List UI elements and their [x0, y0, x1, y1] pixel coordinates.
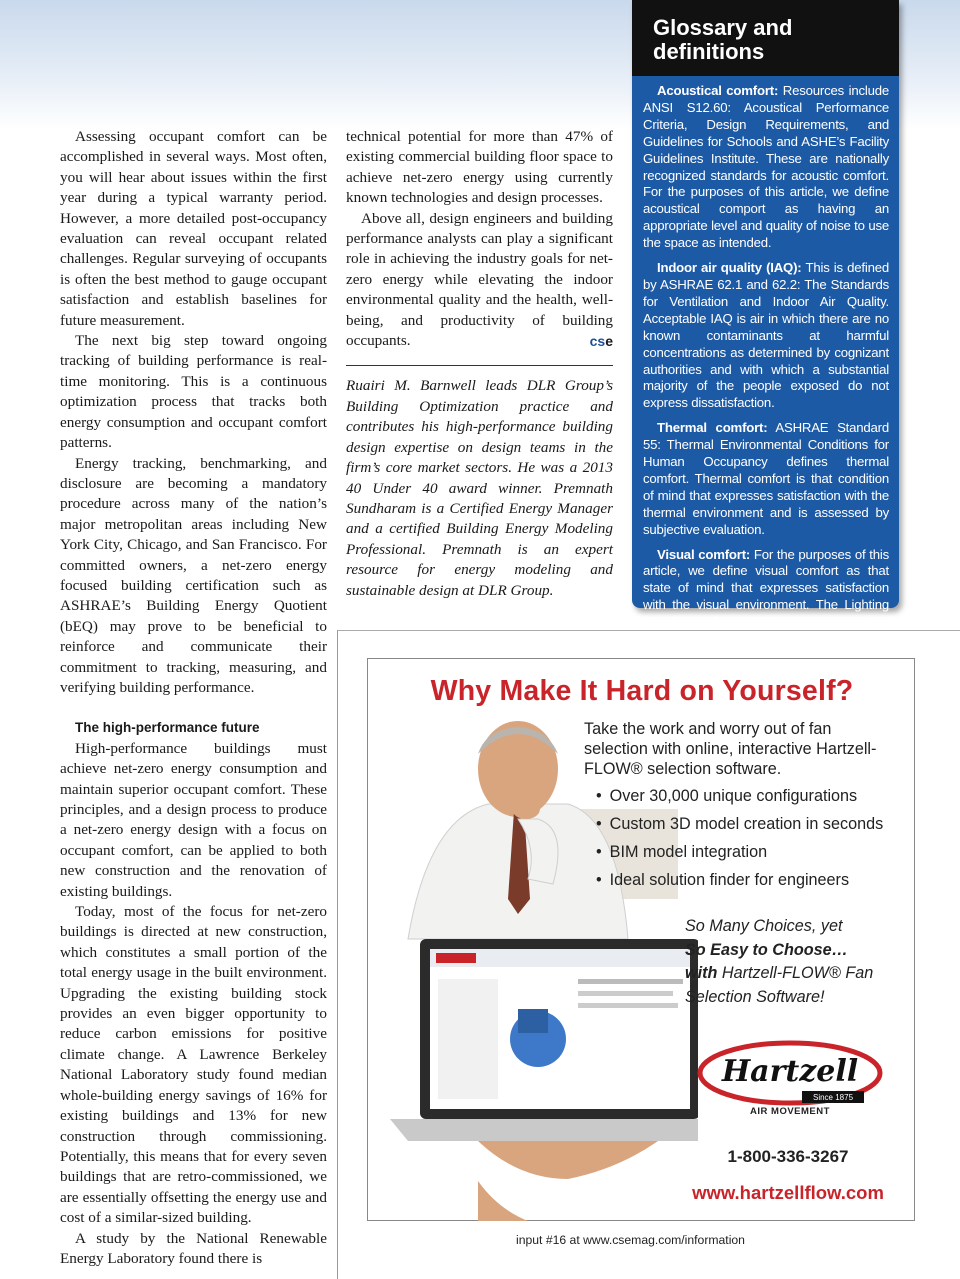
hartzell-advertisement[interactable]	[367, 658, 915, 1221]
ad-tagline-line: with	[685, 964, 718, 982]
column-divider	[337, 630, 338, 1279]
glossary-term: Indoor air quality (IAQ):	[657, 260, 802, 276]
glossary-title	[632, 0, 899, 76]
ad-feature: • Custom 3D model creation in seconds	[596, 815, 906, 843]
ad-phone: 1-800-336-3267	[727, 1147, 849, 1166]
article-paragraph-text: Above all, design engineers and building performance analysts can play a significant role in achieving the industry goals for net-zero energy while elevating the indoor environmental quality and the health, well-being, and productivity of building occupants.	[346, 209, 613, 350]
glossary-term: Acoustical comfort:	[657, 83, 779, 98]
glossary-definition: This is defined by ASHRAE 62.1 and 62.2: The Standards for Ventilation and Indoor Air Quality. Acceptable IAQ is air in which there are no known contaminants at harmful concentrations as determined by cognizant authorities and with which a substantial majority of the people exposed do not express dissatisfaction.	[643, 260, 890, 411]
glossary-title-line: Glossary and	[653, 15, 793, 40]
article-paragraph: Energy tracking, benchmarking, and disclosure are becoming a mandatory procedure across many of the nation’s major metropolitan areas including New York City, Chicago, and San Francisco. For committed owners, a net-zero energy focused building certification such as ASHRAE’s Building Energy Quotient (bEQ) may prove to be beneficial to reinforce and communicate their commitment to tracking, measuring, and verifying building performance.	[60, 454, 327, 696]
bio-divider	[346, 365, 613, 366]
ad-top-divider	[337, 630, 960, 631]
article-paragraph: A study by the National Renewable Energy Laboratory found there is	[60, 1229, 327, 1267]
author-bio: Ruairi M. Barnwell leads DLR Group’s Building Optimization practice and contributes his high-performance building design expertise on design teams in the firm’s core market sectors. He was a 2013 40 Under 40 award winner. Premnath Sundharam is a Certified Energy Manager and a certified Building Energy Modeling Professional. Premnath is an expert resource for energy modeling and sustainable design at DLR Group.	[346, 377, 613, 599]
ad-tagline-line: So Many Choices, yet	[685, 917, 843, 935]
article-column-2	[346, 127, 613, 601]
article-paragraph: technical potential for more than 47% of existing commercial building floor space to achieve net-zero energy using currently known technologies and design processes.	[346, 128, 613, 207]
logo-subtitle: AIR MOVEMENT	[750, 1106, 830, 1117]
section-subhead: The high-performance future	[75, 720, 260, 736]
ad-feature: • Ideal solution finder for engineers	[596, 871, 906, 899]
glossary-definition: ASHRAE Standard 55: Thermal Environmental Conditions for Human Occupancy defines thermal comfort. Thermal comfort is that condition of mind that expresses satisfaction with the thermal environment and is assessed by subjective evaluation.	[643, 420, 889, 537]
article-paragraph: Today, most of the focus for net-zero buildings is directed at new construction, which constitutes a small portion of the total energy usage in the built environment. Upgrading the existing building stock provides an even bigger opportunity to reduce carbon emissions for positive climate change. A Lawrence Berkeley National Laboratory study found median whole-building energy savings of 16% for existing buildings and 13% for new construction through commissioning. Potentially, this means that for every seven buildings that are retro-commissioned, we are essentially offsetting the energy use and cost of a similar-sized building.	[60, 903, 327, 1227]
article-paragraph	[346, 209, 613, 352]
logo-since: Since 1875	[812, 1093, 854, 1102]
man-with-laptop-illustration	[368, 709, 698, 1221]
glossary-term: Thermal comfort:	[657, 420, 768, 436]
ad-headline: Why Make It Hard on Yourself?	[430, 675, 854, 707]
glossary-entry	[643, 420, 889, 538]
glossary-entry	[643, 260, 889, 412]
logo-text: Hartzell	[721, 1054, 859, 1089]
article-paragraph: The next big step toward ongoing tracking of building performance is real-time monitoring. This is a continuous optimization process that tracks both energy consumption and occupant comfort patterns.	[60, 332, 327, 452]
article-paragraph: Assessing occupant comfort can be accomplished in several ways. Most often, you will hear about issues within the first year during a typical warranty period. However, a more detailed post-occupancy evaluation can reveal occupant related challenges. Regular surveying of occupants is often the best method to gauge occupant satisfaction and establish baselines for future measurement.	[60, 128, 327, 329]
reader-service-note: input #16 at www.csemag.com/information	[516, 1233, 745, 1247]
ad-url-link[interactable]: www.hartzellflow.com	[692, 1182, 884, 1203]
ad-feature: • BIM model integration	[596, 843, 906, 871]
ad-feature-list	[596, 787, 906, 899]
ad-intro: Take the work and worry out of fan selection with online, interactive Hartzell-FLOW® selection software.	[584, 720, 877, 779]
ad-tagline	[685, 915, 905, 1009]
end-of-article-mark	[590, 331, 613, 351]
ad-feature: • Over 30,000 unique configurations	[596, 787, 906, 815]
article-column-1	[60, 127, 327, 1269]
ad-tagline-line: So Easy to Choose…	[685, 940, 848, 959]
glossary-term: Visual comfort:	[657, 546, 751, 562]
glossary-entry	[643, 83, 889, 252]
hartzell-logo	[694, 1037, 886, 1117]
end-mark-e: e	[605, 333, 613, 350]
glossary-sidebar	[632, 0, 899, 647]
glossary-title-line: definitions	[653, 39, 765, 64]
article-paragraph: High-performance buildings must achieve net-zero energy consumption and maintain superior occupant comfort. These principles, and a design process to produce a net-zero energy design with a focus on occupant comfort, can be applied to both new construction and the renovation of existing buildings.	[60, 739, 327, 900]
glossary-definition: Resources include ANSI S12.60: Acoustical Performance Criteria, Design Requirements, and Guidelines for Schools and ASHE’s Facility Guidelines Institute. These are nationally recognized standards for acoustic comfort. For the purposes of this article, we define acoustical comport as having an appropriate level and quality of noise to use the space as intended.	[643, 83, 889, 251]
glossary-definition: For the purposes of this article, we define visual comfort as that state of mind that expresses satisfaction with the visual environment. The Lighting Handbook from IES is a recognized guideline for visual comfort criteria.	[643, 546, 889, 647]
glossary-body	[632, 76, 899, 648]
ad-tagline-line: Hartzell-FLOW® Fan Selection Software!	[685, 964, 874, 1006]
glossary-entry	[643, 547, 889, 648]
end-mark-cs: cs	[589, 333, 606, 350]
